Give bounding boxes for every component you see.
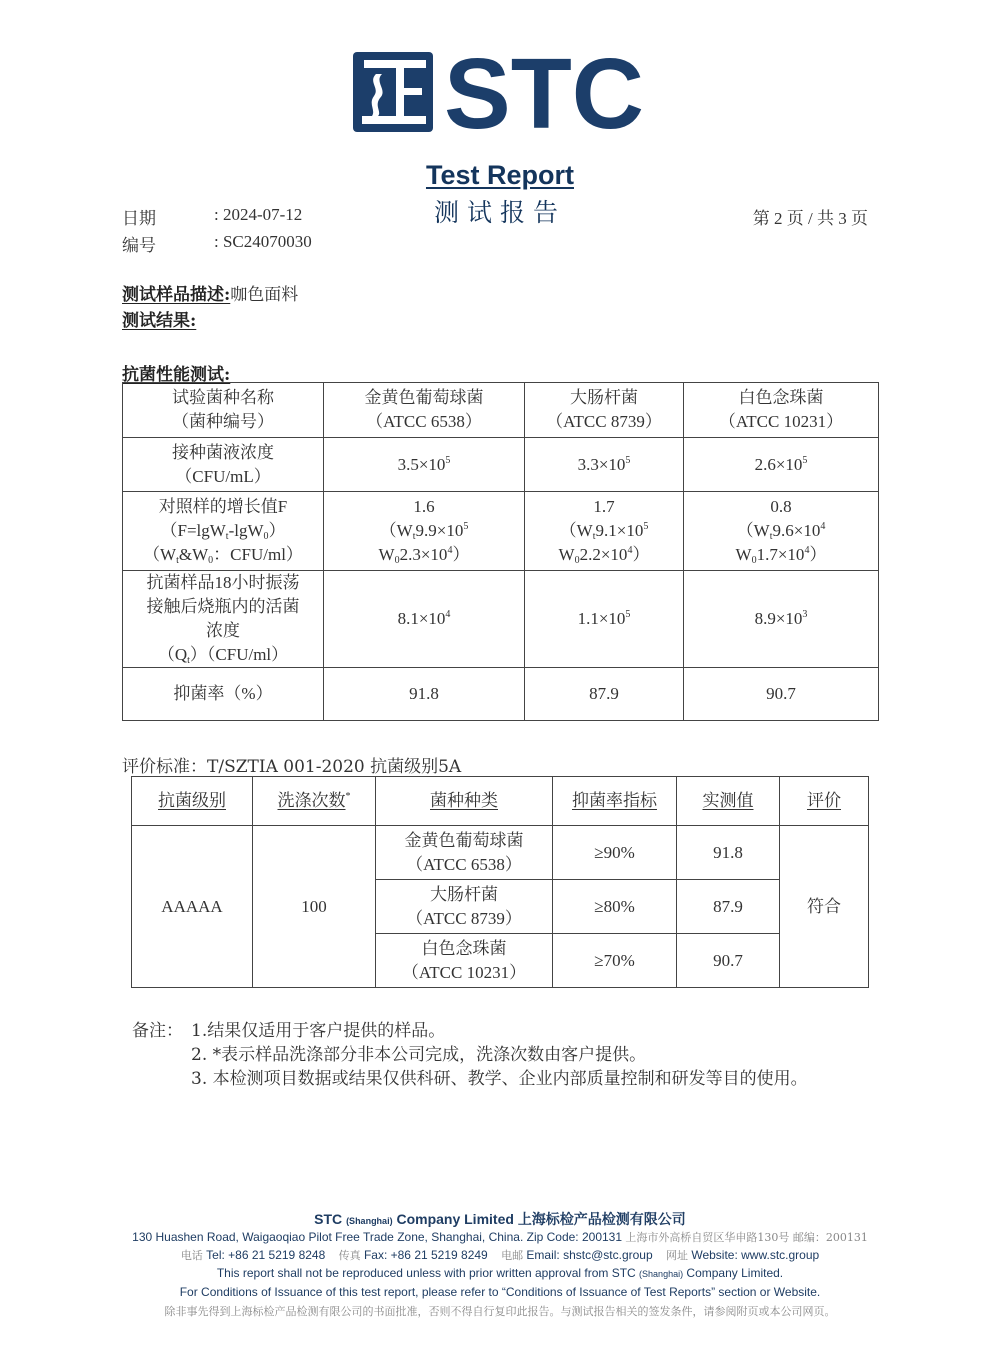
growth-f-value: 1.7 bbox=[593, 497, 615, 516]
strain-name: 白色念珠菌 bbox=[738, 388, 824, 407]
w0-sub: 0 bbox=[394, 555, 400, 566]
fax: Fax: +86 21 5219 8249 bbox=[363, 1248, 488, 1262]
footer-company bbox=[0, 1209, 1000, 1229]
rate-value: 90.7 bbox=[684, 668, 879, 721]
unit-part: ：CFU/ml） bbox=[213, 545, 303, 564]
w0-sub: 0 bbox=[574, 555, 580, 566]
strain-name: 大肠杆菌 bbox=[430, 884, 498, 904]
date-value: : 2024-07-12 bbox=[214, 205, 303, 224]
wt-prefix: （W bbox=[736, 521, 770, 540]
growth-w0 bbox=[525, 543, 683, 567]
growth-value-cell bbox=[525, 492, 684, 571]
strain-header-line2: （菌种编号） bbox=[172, 412, 274, 431]
inoculum-label-cell bbox=[123, 438, 324, 492]
growth-f-value: 0.8 bbox=[770, 497, 792, 516]
unit-part: &W bbox=[178, 545, 209, 564]
w0-value: 2.2×10 bbox=[579, 545, 628, 564]
value-mantissa: 2.6×10 bbox=[754, 454, 803, 474]
unit-sub: 0 bbox=[208, 555, 214, 566]
notes-label: 备注： bbox=[132, 1021, 183, 1041]
test-results-label: 测试结果: bbox=[122, 311, 197, 331]
strain-cell bbox=[376, 934, 553, 988]
strain-header-line1: 试验菌种名称 bbox=[172, 388, 274, 407]
strain-cell bbox=[376, 880, 553, 934]
value-mantissa: 8.9×10 bbox=[754, 609, 803, 628]
measured-value: 91.8 bbox=[677, 826, 780, 880]
note-item-3: 3. 本检测项目数据或结果仅供科研、教学、企业内部质量控制和研发等目的使用。 bbox=[191, 1069, 808, 1089]
wt-prefix: （W bbox=[379, 521, 413, 540]
address-cn: 上海市外高桥自贸区华申路130号 邮编：200131 bbox=[625, 1231, 868, 1244]
value-mantissa: 1.1×10 bbox=[577, 609, 626, 628]
header-grade: 抗菌级别 bbox=[132, 777, 253, 826]
growth-label-cell bbox=[123, 492, 324, 571]
rate-value: 91.8 bbox=[324, 668, 525, 721]
viable-label-line2: 接触后烧瓶内的活菌 bbox=[146, 597, 300, 616]
stc-logo-graphic bbox=[352, 50, 652, 134]
company-name-b: Company Limited bbox=[396, 1211, 514, 1227]
rate-value: 87.9 bbox=[525, 668, 684, 721]
wash-count: 100 bbox=[253, 826, 376, 988]
header-threshold: 抑菌率指标 bbox=[553, 777, 677, 826]
header-wash bbox=[253, 777, 376, 826]
formula-part: ） bbox=[268, 521, 286, 540]
strain-code: （ATCC 10231） bbox=[718, 412, 844, 431]
viable-value bbox=[684, 571, 879, 668]
w0-value: 2.3×10 bbox=[399, 545, 448, 564]
strain-header-cell bbox=[123, 383, 324, 438]
formula-sub: 0 bbox=[263, 531, 269, 542]
verdict-value: 符合 bbox=[780, 826, 869, 988]
unit-part: （W bbox=[143, 545, 177, 564]
footer-disclaimer-2: For Conditions of Issuance of this test report, please refer to “Conditions of Issuance of Test Reports” section or Website. bbox=[179, 1285, 821, 1299]
fax-label-cn: 传真 bbox=[338, 1249, 361, 1262]
w0-suffix: ） bbox=[809, 545, 827, 564]
sample-description-label: 测试样品描述: bbox=[122, 285, 231, 305]
number-label: 编号 bbox=[122, 236, 156, 256]
strain-name: 金黄色葡萄球菌 bbox=[364, 388, 484, 407]
w0-suffix: ） bbox=[632, 545, 650, 564]
growth-value-cell bbox=[324, 492, 525, 571]
growth-label-line1: 对照样的增长值F bbox=[158, 497, 288, 516]
formula-sub: t bbox=[225, 531, 229, 542]
evaluation-row bbox=[132, 826, 869, 880]
w0-sub: 0 bbox=[751, 555, 757, 566]
value-exponent: 5 bbox=[445, 454, 451, 466]
viable-label-line3: 浓度 bbox=[206, 621, 240, 640]
rate-label: 抑菌率（%） bbox=[123, 668, 324, 721]
w0-suffix: ） bbox=[452, 545, 470, 564]
growth-value-cell bbox=[684, 492, 879, 571]
strain-code: （ATCC 8739） bbox=[406, 908, 522, 928]
wt-prefix: （W bbox=[559, 521, 593, 540]
strain-code: （ATCC 6538） bbox=[406, 854, 522, 874]
strain-cell bbox=[684, 383, 879, 438]
company-name-cn: 上海标检产品检测有限公司 bbox=[517, 1212, 686, 1228]
disclaimer1-a: This report shall not be reproduced unless with prior written approval from STC bbox=[216, 1266, 636, 1280]
page-current: 第 2 页 bbox=[752, 209, 804, 228]
email-link[interactable]: Email: shstc@stc.group bbox=[526, 1248, 653, 1262]
w0-exp: 4 bbox=[804, 545, 810, 556]
viable-label-line1: 抗菌样品18小时振荡 bbox=[146, 573, 300, 592]
wt-exp: 5 bbox=[643, 521, 649, 532]
inoculum-label-line1: 接种菌液浓度 bbox=[172, 442, 274, 462]
logo-wordmark: STC bbox=[444, 50, 644, 134]
table-row-growth bbox=[123, 492, 879, 571]
value-exponent: 3 bbox=[802, 609, 808, 620]
sample-description bbox=[122, 280, 298, 305]
viable-value bbox=[525, 571, 684, 668]
strain-code: （ATCC 10231） bbox=[401, 962, 527, 982]
viable-label-line4 bbox=[123, 643, 323, 667]
wt-sub: t bbox=[769, 531, 773, 542]
inoculum-label-line2: （CFU/mL） bbox=[175, 466, 271, 486]
report-title-cn: 测试报告 bbox=[433, 198, 566, 227]
strain-cell bbox=[525, 383, 684, 438]
w0-exp: 4 bbox=[447, 545, 453, 556]
viable-value bbox=[324, 571, 525, 668]
footer-contacts bbox=[0, 1247, 1000, 1263]
header-strain: 菌种种类 bbox=[376, 777, 553, 826]
qt-sub: t bbox=[187, 655, 190, 666]
growth-wt bbox=[525, 519, 683, 543]
wt-value: 9.1×10 bbox=[595, 521, 644, 540]
wt-sub: t bbox=[412, 531, 416, 542]
value-exponent: 5 bbox=[625, 454, 631, 466]
measured-value: 87.9 bbox=[677, 880, 780, 934]
strain-cell bbox=[324, 383, 525, 438]
note-item-2: 2. *表示样品洗涤部分非本公司完成，洗涤次数由客户提供。 bbox=[191, 1045, 647, 1065]
threshold-value: ≥70% bbox=[553, 934, 677, 988]
header-wash-label: 洗涤次数 bbox=[277, 791, 346, 810]
note-item-1: 1.结果仅适用于客户提供的样品。 bbox=[191, 1021, 446, 1041]
value-mantissa: 3.5×10 bbox=[397, 454, 446, 474]
strain-name: 金黄色葡萄球菌 bbox=[404, 830, 524, 850]
inoculum-value bbox=[684, 438, 879, 492]
website-link[interactable]: Website: www.stc.group bbox=[691, 1248, 820, 1262]
evaluation-table bbox=[131, 776, 869, 988]
email-label-cn: 电邮 bbox=[501, 1249, 524, 1262]
value-mantissa: 3.3×10 bbox=[577, 454, 626, 474]
asterisk: * bbox=[345, 791, 351, 802]
qt-part: （Q bbox=[157, 645, 188, 664]
viable-label-cell bbox=[123, 571, 324, 668]
threshold-value: ≥90% bbox=[553, 826, 677, 880]
inoculum-value bbox=[324, 438, 525, 492]
footer-disclaimer-cn: 除非事先得到上海标检产品检测有限公司的书面批准，否则不得自行复印此报告。与测试报告相关的签发条件，请参阅附页或本公司网页。 bbox=[164, 1305, 836, 1318]
w0-exp: 4 bbox=[627, 545, 633, 556]
measured-value: 90.7 bbox=[677, 934, 780, 988]
wt-sub: t bbox=[592, 531, 596, 542]
page-total: 共 3 页 bbox=[817, 209, 868, 228]
growth-w0 bbox=[684, 543, 878, 567]
w0-value: 1.7×10 bbox=[756, 545, 805, 564]
date-label: 日期 bbox=[122, 209, 156, 229]
stc-logo bbox=[352, 50, 652, 134]
value-mantissa: 8.1×10 bbox=[397, 609, 446, 628]
threshold-value: ≥80% bbox=[553, 880, 677, 934]
evaluation-standard: 评价标准：T/SZTIA 001-2020 抗菌级别5A bbox=[122, 757, 462, 777]
header-verdict: 评价 bbox=[780, 777, 869, 826]
value-exponent: 5 bbox=[802, 454, 808, 466]
website-label-cn: 网址 bbox=[666, 1249, 688, 1262]
growth-wt bbox=[684, 519, 878, 543]
value-exponent: 5 bbox=[625, 609, 631, 620]
antibacterial-heading: 抗菌性能测试: bbox=[122, 365, 231, 385]
footer-address bbox=[0, 1229, 1000, 1245]
wt-exp: 5 bbox=[463, 521, 469, 532]
report-number: : SC24070030 bbox=[214, 232, 312, 251]
company-name-a: STC bbox=[314, 1211, 343, 1227]
tel: Tel: +86 21 5219 8248 bbox=[206, 1248, 326, 1262]
strain-cell bbox=[376, 826, 553, 880]
formula-part: （F=lgW bbox=[160, 521, 226, 540]
strain-code: （ATCC 8739） bbox=[546, 412, 662, 431]
growth-label-line3 bbox=[123, 543, 323, 567]
company-name-small: (Shanghai) bbox=[346, 1216, 393, 1226]
strain-name: 白色念珠菌 bbox=[421, 938, 507, 958]
header-measured: 实测值 bbox=[677, 777, 780, 826]
antibacterial-results-table bbox=[122, 382, 879, 721]
address-en: 130 Huashen Road, Waigaoqiao Pilot Free Trade Zone, Shanghai, China. Zip Code: 200131 bbox=[132, 1230, 623, 1244]
disclaimer1-b: Company Limited. bbox=[686, 1266, 784, 1280]
table-row-viable bbox=[123, 571, 879, 668]
wt-exp: 4 bbox=[820, 521, 826, 532]
formula-part: -lgW bbox=[228, 521, 264, 540]
growth-wt bbox=[324, 519, 524, 543]
sample-description-value: 咖色面料 bbox=[230, 285, 299, 305]
growth-w0 bbox=[324, 543, 524, 567]
qt-part: ）（CFU/ml） bbox=[189, 645, 289, 664]
growth-label-line2 bbox=[123, 519, 323, 543]
table-row-rate bbox=[123, 668, 879, 721]
strain-name: 大肠杆菌 bbox=[570, 388, 638, 407]
table-row-inoculum bbox=[123, 438, 879, 492]
value-exponent: 4 bbox=[445, 609, 451, 620]
strain-code: （ATCC 6538） bbox=[366, 412, 482, 431]
grade-value: AAAAA bbox=[132, 826, 253, 988]
page-indicator bbox=[753, 204, 868, 229]
growth-f-value: 1.6 bbox=[413, 497, 435, 516]
unit-sub: t bbox=[176, 555, 179, 566]
tel-label-cn: 电话 bbox=[180, 1249, 203, 1262]
report-title-en: Test Report bbox=[425, 160, 574, 190]
footer-disclaimer-1 bbox=[0, 1266, 1000, 1280]
wt-value: 9.9×10 bbox=[415, 521, 464, 540]
evaluation-header-row bbox=[132, 777, 869, 826]
table-row-strain bbox=[123, 383, 879, 438]
w0-prefix: W bbox=[558, 545, 575, 564]
page-separator: / bbox=[803, 209, 817, 228]
inoculum-value bbox=[525, 438, 684, 492]
wt-value: 9.6×10 bbox=[772, 521, 821, 540]
w0-prefix: W bbox=[735, 545, 752, 564]
disclaimer1-small: (Shanghai) bbox=[639, 1269, 684, 1279]
w0-prefix: W bbox=[378, 545, 395, 564]
